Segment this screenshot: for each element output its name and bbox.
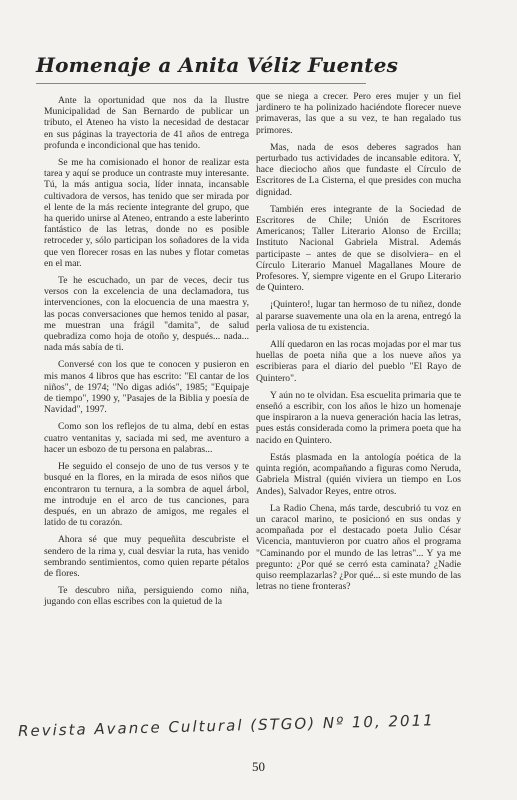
paragraph: Y aún no te olvidan. Esa escuelita primaria que te enseñó a escribir, con los años le hizo un homenaje que inspiraron a la nueva generación hacia las letras, pues estás considerada como la primera poeta que ha nacido en Quintero. [256,389,461,446]
paragraph: También eres integrante de la Sociedad de Escritores de Chile; Unión de Escritores Americanos; Taller Literario Alonso de Ercilla; Instituto Nacional Gabriela Mistral. Además participaste – antes de que se disolviera– en el Círculo Literario Manuel Magallanes Moure de Profesores. Y, siempre vigente en el Grupo Literario de Quintero. [256,203,461,294]
page-number: 50 [252,759,265,774]
right-column [256,91,461,598]
article-title: Homenaje a Anita Véliz Fuentes [36,53,399,77]
paragraph: Te he escuchado, un par de veces, decir tus versos con la excelencia de una declamadora, tus intervenciones, con la elocuencia de una maestra y, las pocas conversaciones que hemos tenido al pasar, me muestran una frágil "damita", de salud quebradiza como hoja de otoño y, después... nada... nada más sabía de ti. [44,275,249,354]
paragraph: Mas, nada de esos deberes sagrados han perturbado tus actividades de incansable editora. Y, hace dieciocho años que fundaste el Círculo de Escritores de La Cisterna, el que presides con mucha dignidad. [256,141,461,198]
handwritten-source-note: Revista Avance Cultural (STGO) Nº 10, 2011 [17,711,435,741]
paragraph: que se niega a crecer. Pero eres mujer y un fiel jardinero te ha polinizado haciéndote florecer nueve primaveras, las que a su vez, te han regalado tus primores. [256,91,461,136]
paragraph: La Radio Chena, más tarde, descubrió tu voz en un caracol marino, te posicionó en sus ondas y acompañada por el destacado poeta Julio César Vicencia, mantuvieron por cuatro años el programa "Caminando por el mundo de las letras"... Y ya me pregunto: ¿Por qué se cerró esta caminata? ¿Nadie quiso reemplazarlas? ¿Por qué... si este mundo de las letras no tiene fronteras? [256,502,461,593]
title-underline [36,83,366,84]
paragraph: He seguido el consejo de uno de tus versos y te busqué en la flores, en la mirada de esos niños que encontraron tu ternura, a la sombra de aquel árbol, me introduje en el arco de tus canciones, para después, en un abrazo de amigos, me regales el latido de tu corazón. [44,461,249,529]
paragraph: Allí quedaron en las rocas mojadas por el mar tus huellas de poeta niña que a los nueve años ya escribieras para el diario del pueblo "El Rayo de Quintero". [256,339,461,384]
paragraph: Te descubro niña, persiguiendo como niña, jugando con ellas escribes con la quietud de la [44,585,249,608]
paragraph: Como son los reflejos de tu alma, debí en estas cuatro ventanitas y, saciada mi sed, me aventuro a hacer un esbozo de tu persona en palabras... [44,421,249,455]
paragraph: ¡Quintero!, lugar tan hermoso de tu niñez, donde al pararse suavemente una ola en la arena, entregó la perla valiosa de tu existencia. [256,299,461,333]
left-column [44,95,249,614]
paragraph: Se me ha comisionado el honor de realizar esta tarea y aquí se produce un contraste muy interesante. Tú, la más antigua socia, líder innata, incansable cultivadora de versos, has tenido que ser mirada por el lente de la más reciente integrante del grupo, que ha querido unirse al Ateneo, entrando a este laberinto fantástico de las letras, donde no es posible retroceder y, sólo participan los soñadores de la vida que ven florecer rosas en las nubes y flotar cometas en el mar. [44,157,249,269]
paragraph: Estás plasmada en la antología poética de la quinta región, acompañando a figuras como Neruda, Gabriela Mistral (quién viviera un tiempo en Los Andes), Salvador Reyes, entre otros. [256,451,461,497]
paragraph: Ante la oportunidad que nos da la Ilustre Municipalidad de San Bernardo de publicar un tributo, el Ateneo ha visto la necesidad de destacar en sus páginas la trayectoria de 41 años de entrega profunda e incondicional que has tenido. [44,95,249,151]
paragraph: Conversé con los que te conocen y pusieron en mis manos 4 libros que has escrito: "El cantar de los niños", de 1974; "No digas adiós", 1985; "Equipaje de tiempo", 1990 y, "Pasajes de la Biblia y poesía de Navidad", 1997. [44,359,249,416]
paragraph: Ahora sé que muy pequeñita descubriste el sendero de la rima y, cual desviar la ruta, has venido sembrando sentimientos, como quien reparte pétalos de flores. [44,534,249,579]
